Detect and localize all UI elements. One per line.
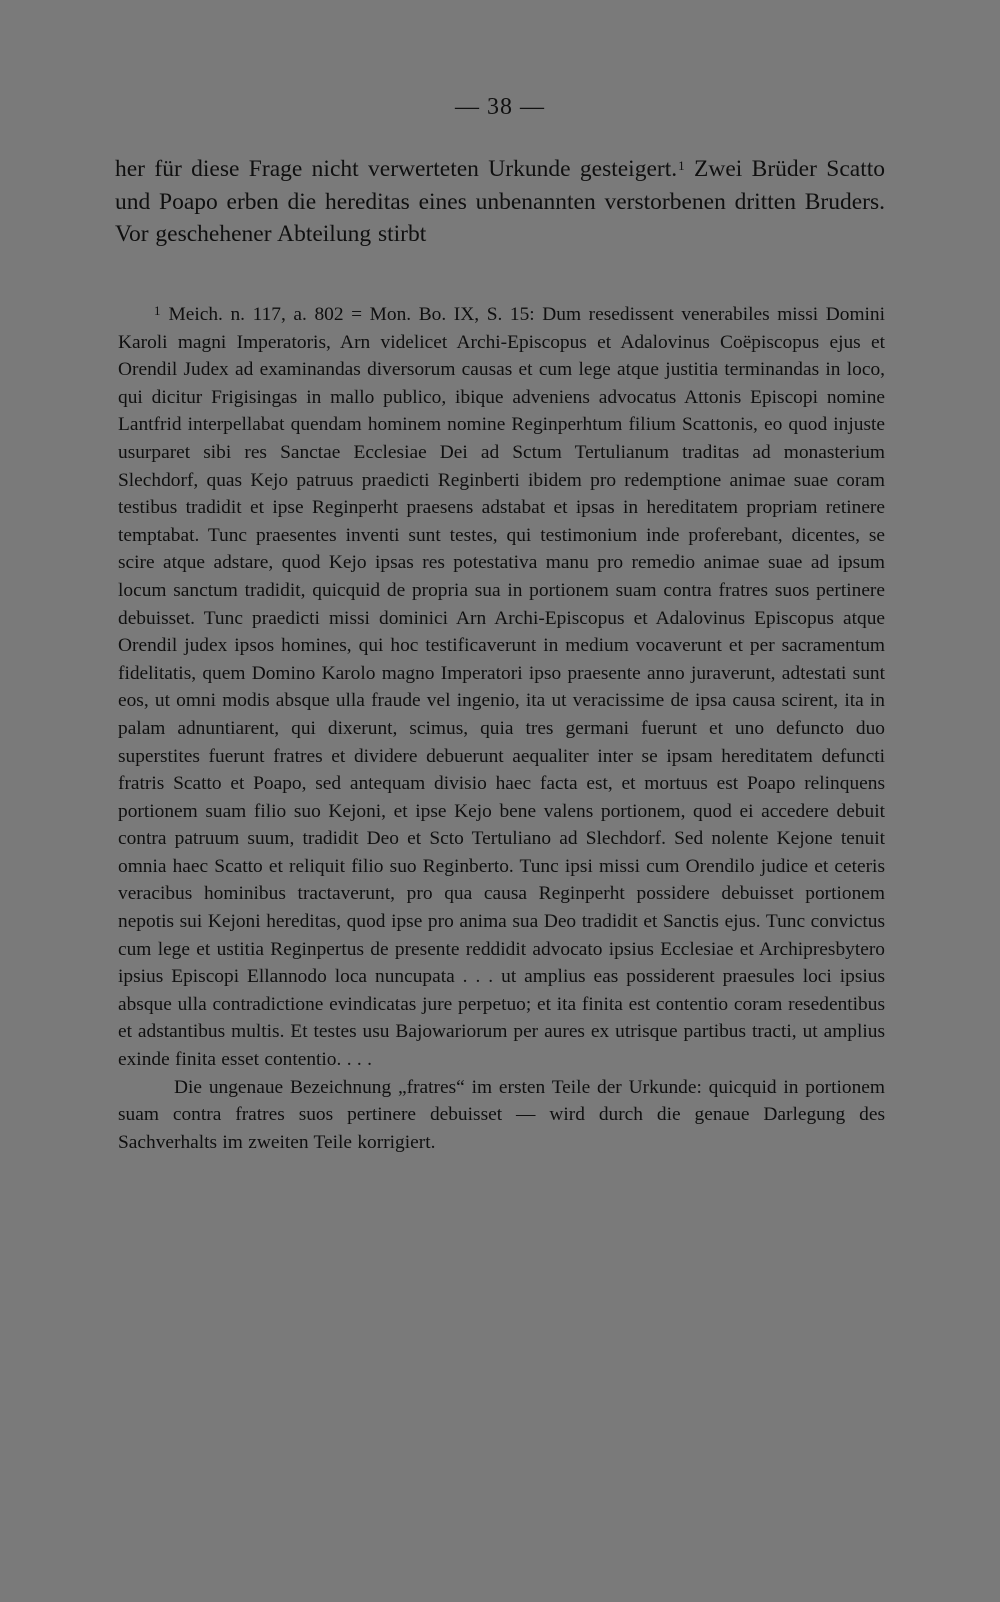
main-text <box>115 150 885 251</box>
main-text-part1: her für diese Frage nicht verwerteten Urkunde gesteigert. <box>115 156 678 182</box>
footnote <box>118 297 885 1156</box>
footnote-reference: 1 <box>678 158 685 173</box>
footnote-paragraph-1 <box>118 297 885 1074</box>
footnote-text-1: Meich. n. 117, a. 802 = Mon. Bo. IX, S. 15: Dum resedissent venerabiles missi Domini Karoli magni Imperatoris, Arn videlicet Archi-Episcopus et Adalovinus Coëpiscopus ejus et Orendil Judex ad examinandas diversorum causas et cum lege atque justitia terminandas in loco, qui dicitur Frigisingas in mallo publico, ibique adveniens advocatus Attonis Episcopi nomine Lantfrid interpellabat quendam hominem nomine Reginperhtum filium Scattonis, eo quod injuste usurparet sibi res Sanctae Ecclesiae Dei ad Sctum Tertulianum traditas ad monasterium Slechdorf, quas Kejo patruus praedicti Reginberti ibidem pro redemptione animae suae coram testibus tradidit et ipse Reginperht praesens adstabat et ipsas in hereditatem propriam retinere temptabat. Tunc praesentes inventi sunt testes, qui testimonium inde proferebant, dicentes, se scire atque adstare, quod Kejo ipsas res potestativa manu pro remedio animae suae ad ipsum locum sanctum tradidit, quicquid de propria sua in portionem suam contra fratres suos pertinere debuisset. Tunc praedicti missi dominici Arn Archi-Episcopus et Adalovinus Episcopus atque Orendil judex ipsos homines, qui hoc testificaverunt in medium vocaverunt et per sacramentum fidelitatis, quem Domino Karolo magno Imperatori ipso praesente anno juraverunt, adtestati sunt eos, ut omni modis absque ulla fraude vel ingenio, ita ut veracissime de ipsa causa scirent, ita in palam adnuntiarent, qui dixerunt, scimus, quia tres germani fuerunt et uno defuncto duo superstites fuerunt fratres et dividere debuerunt aequaliter inter se ipsam hereditatem defuncti fratris Scatto et Poapo, sed antequam divisio haec facta est, et mortuus est Poapo relinquens portionem suam filio suo Kejoni, et ipse Kejo bene valens portionem, quod ei accedere debuit contra patruum suum, tradidit Deo et Scto Tertuliano ad Slechdorf. Sed nolente Kejone tenuit omnia haec Scatto et reliquit filio suo Reginberto. Tunc ipsi missi cum Orendilo judice et ceteris veracibus hominibus tractaverunt, pro qua causa Reginperht possidere debuisset portionem nepotis sui Kejoni hereditas, quod ipse pro anima sua Deo tradidit et Sanctis ejus. Tunc convictus cum lege et ustitia Reginpertus de presente reddidit advocato ipsius Ecclesiae et Archipresbytero ipsius Episcopi Ellannodo loca nuncupata . . . ut amplius eas possiderent praesules loci ipsius absque ulla contradictione evindicatas jure perpetuo; et ita finita est contentio coram resedentibus et adstantibus multis. Et testes usu Bajowariorum per aures ex utrisque partibus tracti, ut amplius exinde finita esset contentio. . . . <box>118 304 885 1071</box>
footnote-paragraph-2: Die ungenaue Bezeichnung „fratres“ im ersten Teile der Urkunde: quicquid in portionem suam contra fratres suos pertinere debuisset — wird durch die genaue Darlegung des Sachverhalts im zweiten Teile korrigiert. <box>118 1076 885 1153</box>
page-number: — 38 — <box>455 94 545 120</box>
footnote-marker: 1 <box>154 303 161 318</box>
main-paragraph <box>115 150 885 251</box>
main-text-part2: Zwei Brüder Scatto und Poapo erben die hereditas eines unbenannten verstorbenen dritten Bruders. Vor geschehener Abteilung stirbt <box>115 156 886 247</box>
